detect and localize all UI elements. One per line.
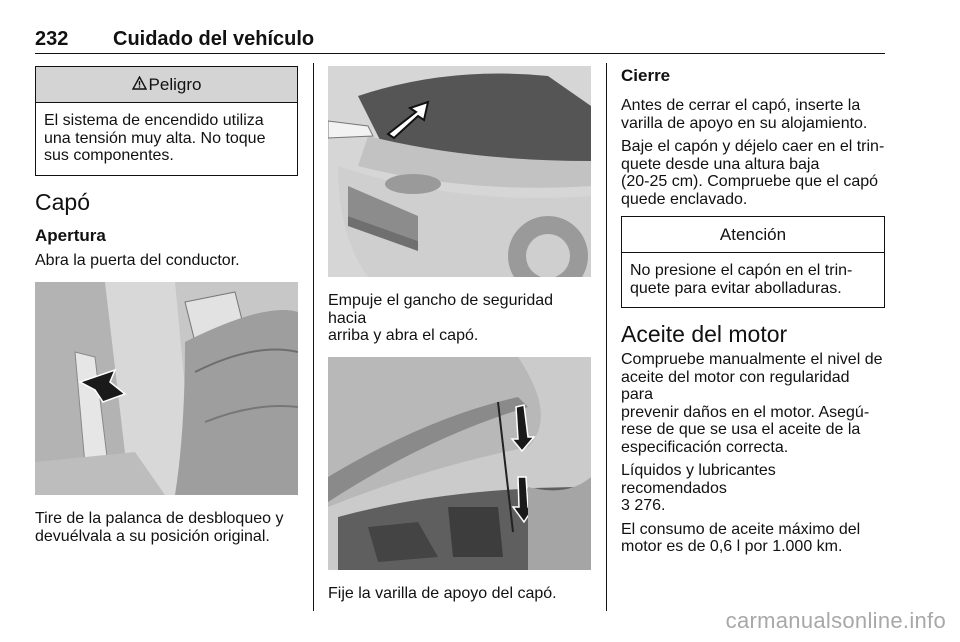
hood-section-title: Capó	[35, 188, 90, 215]
column-divider-2	[606, 63, 607, 611]
hood-prop-rod-illustration	[328, 357, 591, 570]
attention-box-header: Atención	[622, 217, 884, 253]
engine-oil-paragraph-1: Compruebe manualmente el nivel de aceite del motor con regularidad para prevenir daños en el motor. Asegú- rese de que se usa el aceite de la especificación correcta.	[621, 351, 883, 456]
page-number: 232	[35, 28, 69, 50]
header-divider	[35, 53, 885, 54]
closing-title: Cierre	[621, 66, 671, 85]
opening-step-1: Abra la puerta del conductor.	[35, 251, 240, 269]
release-lever-illustration	[35, 282, 298, 495]
attention-box-text: No presione el capón en el trin- quete para evitar abolladuras.	[630, 262, 853, 297]
danger-box	[35, 66, 298, 176]
engine-oil-paragraph-3: El consumo de aceite máximo del motor es de 0,6 l por 1.000 km.	[621, 520, 861, 555]
column-left	[35, 66, 298, 545]
engine-oil-paragraph-2: Líquidos y lubricantes recomendados 3 276.	[621, 462, 776, 514]
attention-box	[621, 216, 885, 308]
opening-step-2: Tire de la palanca de desbloqueo y devuélvala a su posición original.	[35, 510, 284, 545]
page-reference-link[interactable]: 3 276.	[621, 497, 666, 514]
hood-release-illustration	[328, 66, 591, 277]
column-divider-1	[313, 63, 314, 611]
closing-paragraph-2: Baje el capón y déjelo caer en el trin- quete desde una altura baja (20-25 cm). Compruebe que el capó quede enclavado.	[621, 138, 885, 208]
opening-title: Apertura	[35, 225, 106, 245]
opening-step-3: Empuje el gancho de seguridad hacia arriba y abra el capó.	[328, 292, 554, 344]
danger-box-title: Peligro	[148, 75, 202, 94]
warning-triangle-icon	[132, 76, 147, 95]
chapter-title: Cuidado del vehículo	[113, 28, 315, 50]
danger-box-text: El sistema de encendido utiliza una tensión muy alta. No toque sus componentes.	[44, 112, 266, 164]
page-header	[35, 28, 885, 54]
closing-paragraph-1: Antes de cerrar el capó, inserte la varilla de apoyo en su alojamiento.	[621, 97, 868, 132]
opening-step-4: Fije la varilla de apoyo del capó.	[328, 584, 557, 602]
danger-box-header	[36, 67, 297, 103]
watermark: carmanualsonline.info	[725, 608, 946, 633]
engine-oil-title: Aceite del motor	[621, 321, 788, 347]
column-right	[621, 66, 885, 556]
column-middle	[328, 66, 591, 602]
